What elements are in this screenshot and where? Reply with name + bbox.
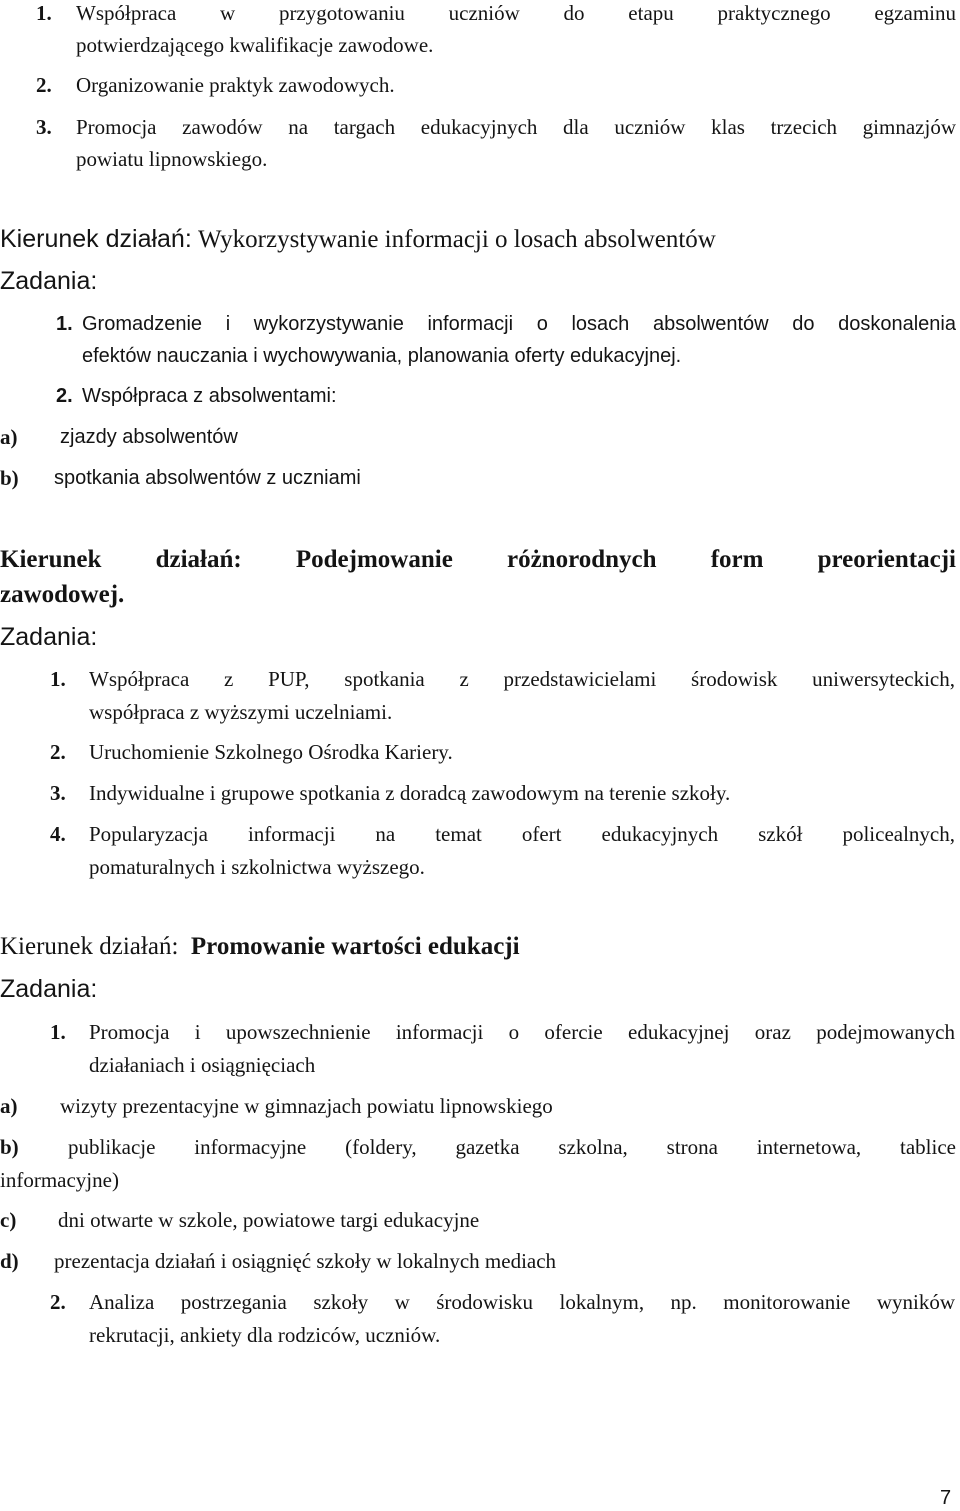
kierunek-label: Kierunek działań: [0, 225, 192, 253]
sub-label: a) [0, 425, 18, 449]
list-item-text: Organizowanie praktyk zawodowych. [76, 73, 395, 97]
kierunek-label: Kierunek działań: [0, 933, 179, 960]
list-item-text: rekrutacji, ankiety dla rodziców, uczniów. [89, 1323, 441, 1347]
sub-label: a) [0, 1094, 18, 1118]
section-heading [0, 224, 716, 255]
list-item-text: pomaturalnych i szkolnictwa wyższego. [89, 855, 425, 879]
section-heading [0, 545, 956, 575]
zadania-label: Zadania: [0, 975, 98, 1003]
list-item-text: Promocja zawodów na targach edukacyjnych dla uczniów klas trzecich gimnazjów [76, 115, 956, 139]
list-item-text: Promocja i upowszechnienie informacji o ofercie edukacyjnej oraz podejmowanych [89, 1020, 955, 1044]
section-title: Podejmowanie różnorodnych form preorientacji [295, 546, 956, 573]
section-title-cont: zawodowej. [0, 581, 125, 608]
list-number: 2. [50, 740, 66, 764]
list-item-text: współpraca z wyższymi uczelniami. [89, 700, 393, 724]
list-item-text: Popularyzacja informacji na temat ofert edukacyjnych szkół policealnych, [89, 822, 955, 846]
list-item-text: powiatu lipnowskiego. [76, 147, 268, 171]
list-item-text: działaniach i osiągnięciach [89, 1053, 316, 1077]
sub-item-text: dni otwarte w szkole, powiatowe targi edukacyjne [58, 1208, 480, 1232]
kierunek-label: Kierunek działań: [0, 546, 242, 573]
sub-label: c) [0, 1208, 17, 1232]
sub-label: d) [0, 1249, 19, 1273]
section-title: Promowanie wartości edukacji [190, 933, 520, 960]
list-number: 1. [56, 313, 73, 335]
section-title: Wykorzystywanie informacji o losach absolwentów [198, 226, 716, 253]
list-number: 3. [36, 115, 52, 139]
sub-item-text: prezentacja działań i osiągnięć szkoły w lokalnych mediach [54, 1249, 557, 1273]
list-item-text: Współpraca z PUP, spotkania z przedstawicielami środowisk uniwersyteckich, [89, 667, 955, 691]
sub-item-text: spotkania absolwentów z uczniami [54, 467, 361, 489]
list-number: 3. [50, 781, 66, 805]
list-number: 1. [50, 1020, 66, 1044]
sub-item-text: zjazdy absolwentów [60, 426, 238, 448]
zadania-label: Zadania: [0, 267, 98, 295]
list-item-text: Gromadzenie i wykorzystywanie informacji o losach absolwentów do doskonalenia [82, 313, 956, 335]
list-number: 2. [36, 73, 52, 97]
list-number: 2. [50, 1290, 66, 1314]
list-number: 1. [36, 1, 52, 25]
sub-item-text: wizyty prezentacyjne w gimnazjach powiatu lipnowskiego [60, 1094, 553, 1118]
section-heading [0, 932, 520, 962]
list-item-text: Współpraca w przygotowaniu uczniów do etapu praktycznego egzaminu [76, 1, 956, 25]
sub-item-text: informacyjne) [0, 1168, 119, 1192]
list-item-text: Analiza postrzegania szkoły w środowisku lokalnym, np. monitorowanie wyników [89, 1290, 955, 1314]
sub-item-text: publikacje informacyjne (foldery, gazetka szkolna, strona internetowa, tablice [68, 1135, 956, 1159]
list-item-text: Indywidualne i grupowe spotkania z doradcą zawodowym na terenie szkoły. [89, 781, 731, 805]
list-item-text: efektów nauczania i wychowywania, planowania oferty edukacyjnej. [82, 345, 682, 367]
list-number: 4. [50, 822, 66, 846]
page-number: 7 [940, 1487, 952, 1509]
list-number: 1. [50, 667, 66, 691]
list-number: 2. [56, 385, 73, 407]
list-item-text: Współpraca z absolwentami: [82, 385, 337, 407]
zadania-label: Zadania: [0, 623, 98, 651]
sub-label: b) [0, 466, 19, 490]
sub-label: b) [0, 1135, 19, 1159]
list-item-text: Uruchomienie Szkolnego Ośrodka Kariery. [89, 740, 453, 764]
list-item-text: potwierdzającego kwalifikacje zawodowe. [76, 33, 434, 57]
